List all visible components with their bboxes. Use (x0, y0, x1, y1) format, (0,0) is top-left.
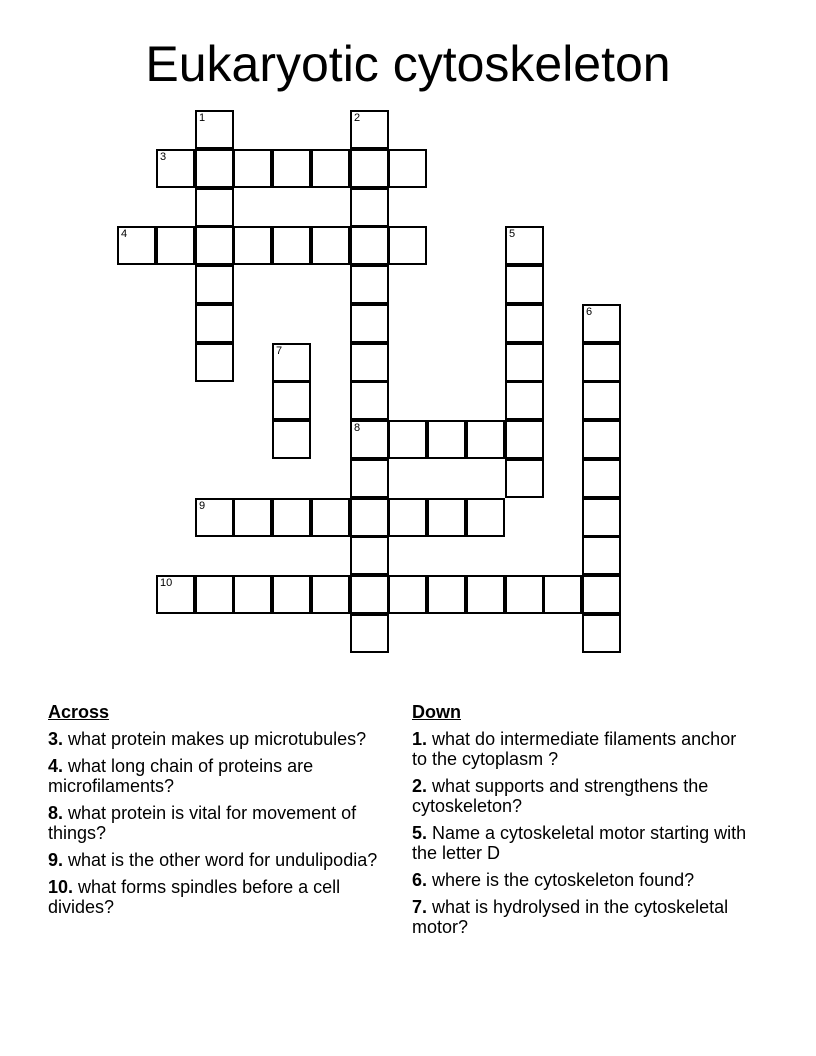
crossword-cell[interactable] (466, 420, 505, 459)
crossword-cell[interactable] (272, 381, 311, 420)
clue-number: 3. (48, 729, 64, 749)
crossword-cell[interactable] (350, 575, 389, 614)
clue-number: 9. (48, 850, 64, 870)
cell-number: 2 (354, 112, 361, 124)
cell-number: 4 (121, 228, 128, 240)
clue-number: 10. (48, 877, 74, 897)
crossword-cell[interactable] (156, 226, 195, 265)
cell-number: 8 (354, 422, 361, 434)
crossword-cell[interactable] (350, 614, 389, 653)
clue-number: 8. (48, 803, 64, 823)
crossword-cell[interactable] (272, 343, 311, 382)
crossword-cell[interactable] (427, 420, 466, 459)
page-title: Eukaryotic cytoskeleton (145, 36, 671, 92)
crossword-cell[interactable] (466, 498, 505, 537)
crossword-cell[interactable] (582, 304, 621, 343)
crossword-cell[interactable] (350, 304, 389, 343)
clue-number: 1. (412, 729, 428, 749)
clue-text: what is the other word for undulipodia? (68, 850, 378, 870)
down-clues (412, 702, 752, 944)
crossword-cell[interactable] (350, 498, 389, 537)
crossword-cell[interactable] (350, 110, 389, 149)
crossword-cell[interactable] (195, 304, 234, 343)
crossword-cell[interactable] (350, 381, 389, 420)
cell-number: 10 (160, 577, 173, 589)
across-clue (48, 803, 394, 843)
crossword-cell[interactable] (505, 343, 544, 382)
crossword-cell[interactable] (233, 498, 272, 537)
crossword-cell[interactable] (350, 420, 389, 459)
crossword-cell[interactable] (350, 536, 389, 575)
crossword-cell[interactable] (272, 575, 311, 614)
crossword-cell[interactable] (582, 575, 621, 614)
clue-text: what long chain of proteins are microfilaments? (48, 756, 314, 796)
crossword-cell[interactable] (195, 343, 234, 382)
crossword-cell[interactable] (117, 226, 156, 265)
crossword-cell[interactable] (233, 226, 272, 265)
clue-number: 7. (412, 897, 428, 917)
crossword-cell[interactable] (350, 226, 389, 265)
clue-text: what do intermediate filaments anchor to the cytoplasm ? (412, 729, 737, 769)
crossword-cell[interactable] (272, 149, 311, 188)
crossword-cell[interactable] (156, 149, 195, 188)
across-clues (48, 702, 394, 924)
crossword-cell[interactable] (233, 575, 272, 614)
across-clue (48, 877, 394, 917)
crossword-cell[interactable] (272, 420, 311, 459)
crossword-cell[interactable] (582, 459, 621, 498)
cell-number: 3 (160, 151, 167, 163)
clue-number: 4. (48, 756, 64, 776)
crossword-cell[interactable] (233, 149, 272, 188)
crossword-cell[interactable] (582, 614, 621, 653)
across-clue (48, 729, 394, 749)
crossword-cell[interactable] (582, 420, 621, 459)
crossword-cell[interactable] (582, 381, 621, 420)
crossword-cell[interactable] (311, 498, 350, 537)
crossword-cell[interactable] (195, 575, 234, 614)
crossword-cell[interactable] (195, 498, 234, 537)
down-clue (412, 823, 752, 863)
crossword-cell[interactable] (582, 498, 621, 537)
crossword-cell[interactable] (388, 498, 427, 537)
down-clue (412, 870, 752, 890)
crossword-cell[interactable] (195, 265, 234, 304)
clue-text: where is the cytoskeleton found? (432, 870, 695, 890)
crossword-cell[interactable] (311, 575, 350, 614)
cell-number: 6 (586, 306, 593, 318)
crossword-cell[interactable] (350, 343, 389, 382)
crossword-cell[interactable] (427, 498, 466, 537)
cell-number: 9 (199, 500, 206, 512)
clue-number: 2. (412, 776, 428, 796)
crossword-cell[interactable] (195, 226, 234, 265)
clue-text: Name a cytoskeletal motor starting with the letter D (412, 823, 747, 863)
crossword-cell[interactable] (466, 575, 505, 614)
cell-number: 5 (509, 228, 516, 240)
clue-text: what protein is vital for movement of things? (48, 803, 357, 843)
crossword-cell[interactable] (195, 110, 234, 149)
clue-text: what is hydrolysed in the cytoskeletal motor? (412, 897, 729, 937)
cell-number: 7 (276, 345, 283, 357)
crossword-cell[interactable] (195, 188, 234, 227)
down-clue (412, 897, 752, 937)
clue-text: what protein makes up microtubules? (68, 729, 367, 749)
across-heading: Across (48, 702, 110, 722)
crossword-cell[interactable] (311, 149, 350, 188)
crossword-cell[interactable] (350, 149, 389, 188)
crossword-cell[interactable] (543, 575, 582, 614)
crossword-cell[interactable] (388, 575, 427, 614)
cell-number: 1 (199, 112, 206, 124)
crossword-cell[interactable] (505, 420, 544, 459)
across-clue (48, 756, 394, 796)
crossword-cell[interactable] (388, 149, 427, 188)
crossword-cell[interactable] (582, 536, 621, 575)
crossword-cell[interactable] (388, 226, 427, 265)
crossword-cell[interactable] (427, 575, 466, 614)
down-clue (412, 729, 752, 769)
clue-number: 5. (412, 823, 428, 843)
crossword-cell[interactable] (156, 575, 195, 614)
crossword-cell[interactable] (505, 459, 544, 498)
down-clue (412, 776, 752, 816)
crossword-cell[interactable] (350, 459, 389, 498)
crossword-cell[interactable] (272, 498, 311, 537)
crossword-cell[interactable] (350, 265, 389, 304)
crossword-cell[interactable] (195, 149, 234, 188)
crossword-cell[interactable] (505, 304, 544, 343)
crossword-cell[interactable] (350, 188, 389, 227)
crossword-cell[interactable] (505, 381, 544, 420)
crossword-cell[interactable] (582, 343, 621, 382)
crossword-cell[interactable] (505, 265, 544, 304)
crossword-cell[interactable] (272, 226, 311, 265)
clue-number: 6. (412, 870, 428, 890)
crossword-cell[interactable] (505, 226, 544, 265)
across-clue (48, 850, 394, 870)
down-heading: Down (412, 702, 461, 722)
crossword-cell[interactable] (388, 420, 427, 459)
crossword-cell[interactable] (505, 575, 544, 614)
crossword-cell[interactable] (311, 226, 350, 265)
clue-text: what supports and strengthens the cytoskeleton? (412, 776, 709, 816)
clue-text: what forms spindles before a cell divides? (48, 877, 341, 917)
